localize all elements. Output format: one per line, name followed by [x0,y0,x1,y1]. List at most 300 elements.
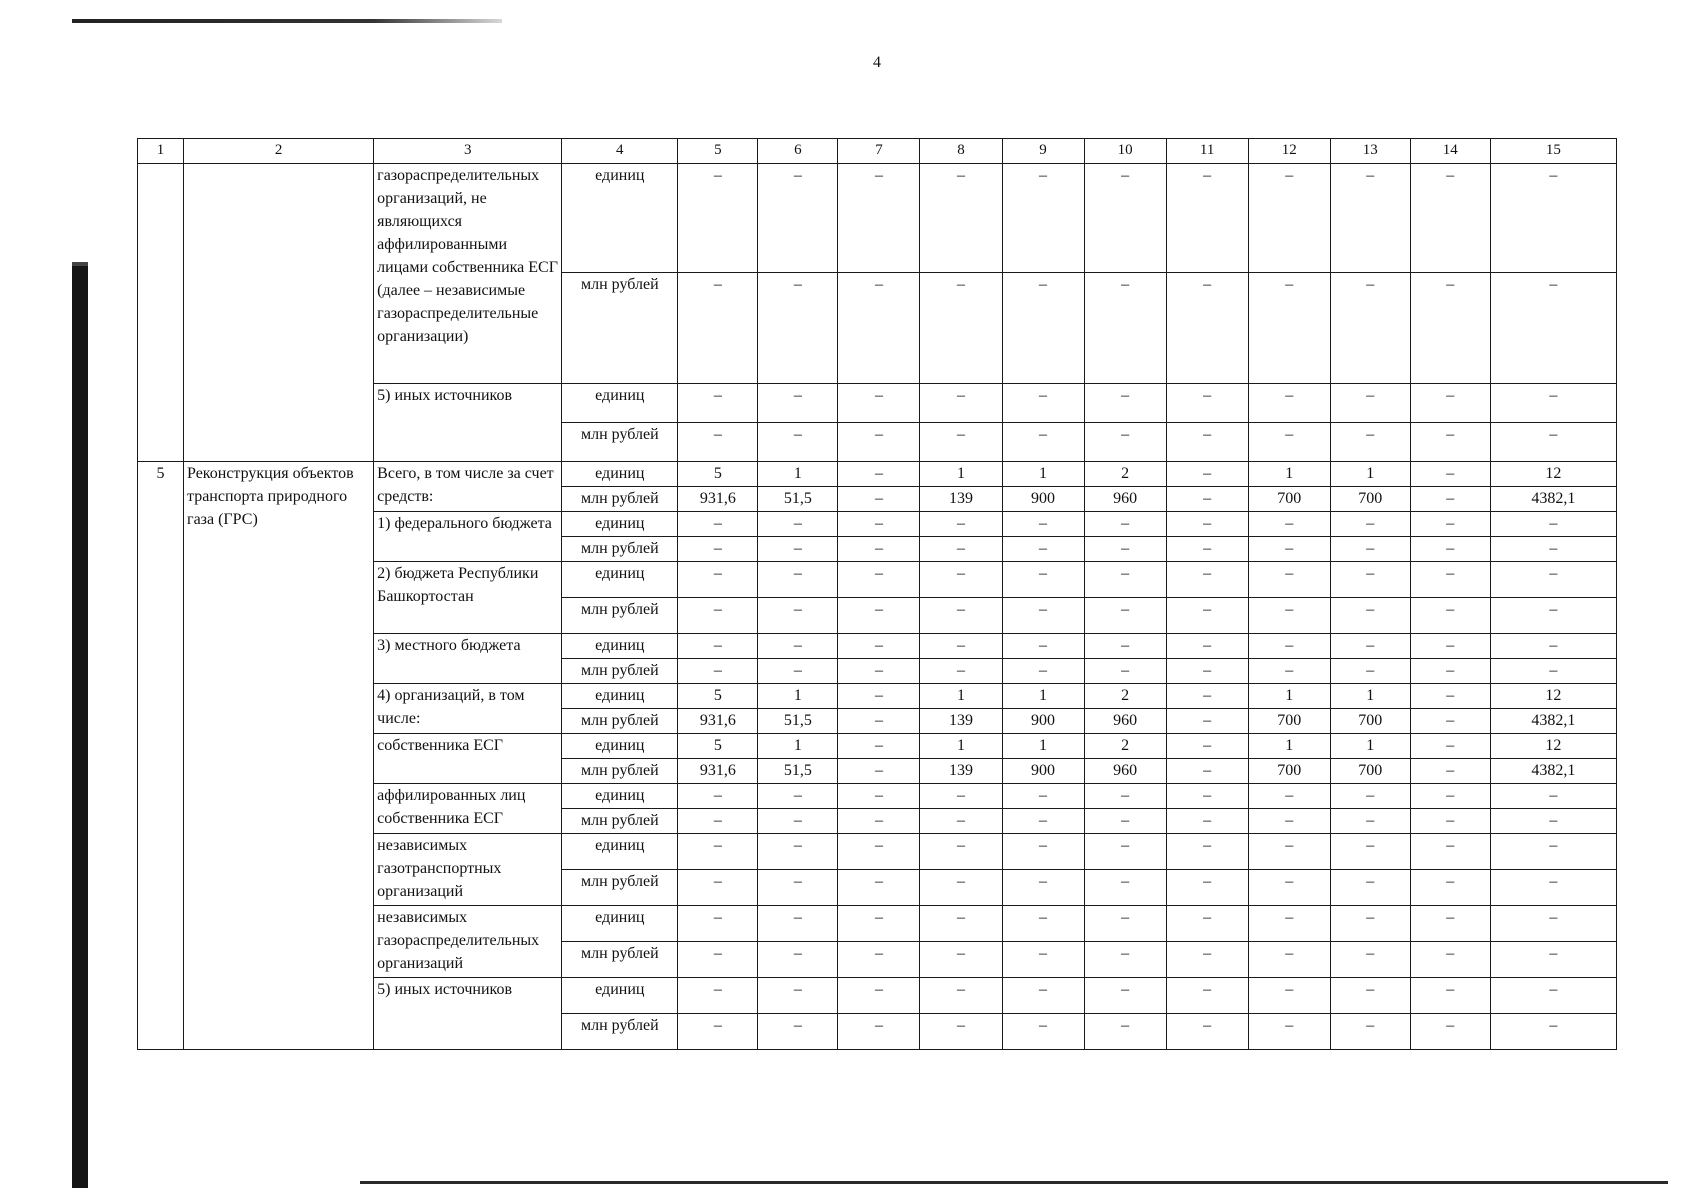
value-cell: – [1330,512,1410,537]
unit-cell: единиц [562,164,678,273]
value-cell: – [1166,273,1248,384]
value-cell: – [678,809,758,834]
value-cell: 960 [1084,709,1166,734]
value-cell: – [758,598,838,634]
value-cell: – [1166,942,1248,978]
value-cell: – [1166,978,1248,1014]
value-cell: – [758,834,838,870]
column-number-cell: 12 [1248,139,1330,164]
value-cell: – [1248,423,1330,462]
value-cell: – [1084,273,1166,384]
value-cell: – [1410,1014,1490,1050]
value-cell: – [1002,384,1084,423]
value-cell: – [920,942,1002,978]
unit-cell: единиц [562,684,678,709]
unit-cell: млн рублей [562,942,678,978]
column-number-cell: 14 [1410,139,1490,164]
value-cell: – [838,462,920,487]
column-number-cell: 2 [184,139,374,164]
value-cell: – [1084,870,1166,906]
value-cell: – [1490,562,1616,598]
value-cell: – [838,537,920,562]
value-cell: – [838,164,920,273]
value-cell: 1 [920,462,1002,487]
value-cell: – [838,834,920,870]
value-cell: – [1490,634,1616,659]
value-cell: – [1166,537,1248,562]
value-cell: – [758,164,838,273]
investment-table [137,138,1617,1050]
value-cell: – [1166,164,1248,273]
value-cell: – [758,273,838,384]
value-cell: – [1248,870,1330,906]
table-row [138,462,1617,487]
value-cell: – [838,978,920,1014]
value-cell: 700 [1330,487,1410,512]
value-cell: 5 [678,734,758,759]
value-cell: – [758,423,838,462]
value-cell: – [1084,423,1166,462]
value-cell: – [678,634,758,659]
value-cell: 1 [1002,684,1084,709]
item-number-cell: 5 [138,462,184,1050]
value-cell: 960 [1084,759,1166,784]
value-cell: – [838,634,920,659]
unit-cell: единиц [562,384,678,423]
value-cell: – [1248,834,1330,870]
value-cell: – [1248,164,1330,273]
column-number-cell: 7 [838,139,920,164]
value-cell: – [920,809,1002,834]
value-cell: – [1166,659,1248,684]
value-cell: – [838,512,920,537]
value-cell: – [1002,978,1084,1014]
value-cell: – [1166,1014,1248,1050]
table-row [138,164,1617,273]
value-cell: – [1410,684,1490,709]
value-cell: – [678,1014,758,1050]
scan-edge-bar-left [72,262,88,1188]
column-number-cell: 11 [1166,139,1248,164]
value-cell: – [1166,462,1248,487]
unit-cell: единиц [562,978,678,1014]
value-cell: 139 [920,487,1002,512]
value-cell: – [1248,942,1330,978]
value-cell: – [1002,906,1084,942]
unit-cell: единиц [562,462,678,487]
value-cell: 1 [758,734,838,759]
value-cell: – [1490,659,1616,684]
value-cell: – [1330,423,1410,462]
value-cell: – [678,870,758,906]
value-cell: 900 [1002,487,1084,512]
value-cell: – [1248,273,1330,384]
value-cell: – [678,659,758,684]
value-cell: 139 [920,759,1002,784]
value-cell: – [1410,487,1490,512]
value-cell: – [1330,809,1410,834]
value-cell: 1 [1248,684,1330,709]
value-cell: – [1002,1014,1084,1050]
value-cell: – [1084,809,1166,834]
value-cell: 900 [1002,759,1084,784]
value-cell: 12 [1490,684,1616,709]
value-cell: 931,6 [678,759,758,784]
value-cell: – [1084,512,1166,537]
value-cell: – [920,870,1002,906]
value-cell: – [838,384,920,423]
value-cell: – [1490,809,1616,834]
value-cell: – [1330,273,1410,384]
value-cell: – [1248,978,1330,1014]
value-cell: – [1490,273,1616,384]
value-cell: – [838,273,920,384]
value-cell: – [1410,273,1490,384]
value-cell: – [758,978,838,1014]
value-cell: – [1166,487,1248,512]
value-cell: – [1410,384,1490,423]
value-cell: – [920,598,1002,634]
source-cell: собственника ЕСГ [374,734,562,784]
value-cell: 2 [1084,684,1166,709]
value-cell: – [1002,870,1084,906]
value-cell: – [678,598,758,634]
value-cell: – [1490,512,1616,537]
value-cell: – [838,942,920,978]
value-cell: – [1248,562,1330,598]
value-cell: – [1490,870,1616,906]
value-cell: – [678,273,758,384]
unit-cell: млн рублей [562,273,678,384]
value-cell: 700 [1248,759,1330,784]
value-cell: – [920,537,1002,562]
value-cell: – [1248,1014,1330,1050]
value-cell: – [1248,784,1330,809]
column-number-cell: 6 [758,139,838,164]
value-cell: 5 [678,462,758,487]
source-cell: 2) бюджета Республики Башкортостан [374,562,562,634]
value-cell: – [838,684,920,709]
column-number-cell: 15 [1490,139,1616,164]
unit-cell: млн рублей [562,759,678,784]
value-cell: – [1490,598,1616,634]
value-cell: – [920,634,1002,659]
value-cell: – [1490,784,1616,809]
value-cell: 12 [1490,734,1616,759]
column-number-row [138,139,1617,164]
value-cell: – [1410,784,1490,809]
value-cell: – [838,734,920,759]
value-cell: 960 [1084,487,1166,512]
value-cell: – [1410,598,1490,634]
value-cell: 700 [1248,709,1330,734]
value-cell: 5 [678,684,758,709]
value-cell: – [1410,906,1490,942]
source-cell: 5) иных источников [374,978,562,1050]
value-cell: – [1002,784,1084,809]
source-cell: Всего, в том числе за счет средств: [374,462,562,512]
value-cell: 1 [758,462,838,487]
value-cell: – [1410,512,1490,537]
value-cell: 1 [920,684,1002,709]
value-cell: – [1410,759,1490,784]
value-cell: – [1002,834,1084,870]
value-cell: – [758,634,838,659]
column-number-cell: 13 [1330,139,1410,164]
scan-edge-mark [72,262,88,266]
value-cell: 931,6 [678,487,758,512]
value-cell: – [838,906,920,942]
value-cell: – [1084,834,1166,870]
unit-cell: единиц [562,734,678,759]
value-cell: – [920,423,1002,462]
value-cell: – [1410,164,1490,273]
value-cell: – [678,562,758,598]
value-cell: – [1166,784,1248,809]
value-cell: – [1410,634,1490,659]
value-cell: – [838,759,920,784]
value-cell: 51,5 [758,709,838,734]
source-cell: аффилированных лиц собственника ЕСГ [374,784,562,834]
value-cell: – [1410,709,1490,734]
value-cell: – [1410,942,1490,978]
value-cell: – [838,423,920,462]
value-cell: – [758,659,838,684]
source-cell: 1) федерального бюджета [374,512,562,562]
value-cell: 2 [1084,462,1166,487]
value-cell: – [1166,684,1248,709]
value-cell: – [1084,562,1166,598]
value-cell: 4382,1 [1490,709,1616,734]
value-cell: – [678,978,758,1014]
value-cell: – [1166,906,1248,942]
value-cell: – [1166,834,1248,870]
value-cell: – [758,384,838,423]
value-cell: – [838,870,920,906]
unit-cell: единиц [562,784,678,809]
value-cell: – [678,906,758,942]
value-cell: – [1084,1014,1166,1050]
value-cell: – [920,512,1002,537]
value-cell: 1 [920,734,1002,759]
value-cell: – [1330,870,1410,906]
value-cell: – [1410,870,1490,906]
column-number-cell: 4 [562,139,678,164]
unit-cell: млн рублей [562,659,678,684]
value-cell: – [838,809,920,834]
value-cell: – [1490,164,1616,273]
value-cell: 1 [1330,462,1410,487]
value-cell: – [920,1014,1002,1050]
item-name-cell [184,164,374,462]
value-cell: – [838,784,920,809]
value-cell: – [1248,598,1330,634]
value-cell: 1 [1330,684,1410,709]
value-cell: 1 [1248,734,1330,759]
value-cell: – [1330,164,1410,273]
unit-cell: млн рублей [562,870,678,906]
value-cell: – [1490,1014,1616,1050]
value-cell: – [758,942,838,978]
value-cell: – [678,784,758,809]
unit-cell: млн рублей [562,537,678,562]
value-cell: – [758,512,838,537]
value-cell: – [758,562,838,598]
value-cell: – [1248,512,1330,537]
value-cell: – [1166,423,1248,462]
value-cell: – [1410,978,1490,1014]
column-number-cell: 5 [678,139,758,164]
value-cell: – [1490,384,1616,423]
value-cell: – [678,423,758,462]
value-cell: – [1166,734,1248,759]
value-cell: – [920,384,1002,423]
value-cell: – [1166,709,1248,734]
value-cell: 4382,1 [1490,487,1616,512]
value-cell: 700 [1248,487,1330,512]
unit-cell: млн рублей [562,809,678,834]
item-number-cell [138,164,184,462]
value-cell: – [920,834,1002,870]
value-cell: – [1410,659,1490,684]
value-cell: – [1330,562,1410,598]
source-cell: газораспределительных организаций, не являющихся аффилированными лицами собственника ЕСГ (далее – независимые газораспределительные организации) [374,164,562,384]
unit-cell: единиц [562,634,678,659]
value-cell: – [1248,809,1330,834]
item-name-cell: Реконструкция объектов транспорта природного газа (ГРС) [184,462,374,1050]
value-cell: – [678,942,758,978]
value-cell: – [1084,164,1166,273]
value-cell: – [1410,537,1490,562]
value-cell: – [838,659,920,684]
unit-cell: млн рублей [562,487,678,512]
value-cell: – [920,978,1002,1014]
value-cell: – [1330,384,1410,423]
value-cell: – [1084,384,1166,423]
value-cell: – [1330,634,1410,659]
value-cell: – [1002,423,1084,462]
column-number-cell: 3 [374,139,562,164]
value-cell: – [1490,978,1616,1014]
value-cell: – [1002,942,1084,978]
value-cell: – [1248,906,1330,942]
unit-cell: единиц [562,562,678,598]
page-number: 4 [873,54,881,71]
value-cell: – [1410,462,1490,487]
value-cell: – [1084,598,1166,634]
value-cell: 4382,1 [1490,759,1616,784]
source-cell: 3) местного бюджета [374,634,562,684]
value-cell: – [1002,809,1084,834]
value-cell: – [758,906,838,942]
value-cell: – [678,512,758,537]
value-cell: – [1410,423,1490,462]
value-cell: – [758,537,838,562]
value-cell: 51,5 [758,759,838,784]
value-cell: 931,6 [678,709,758,734]
value-cell: – [1002,634,1084,659]
value-cell: – [1410,734,1490,759]
column-number-cell: 9 [1002,139,1084,164]
value-cell: – [1002,164,1084,273]
value-cell: – [1330,942,1410,978]
scan-edge-line-bottom [360,1181,1668,1184]
unit-cell: млн рублей [562,1014,678,1050]
value-cell: – [1166,809,1248,834]
value-cell: – [1166,870,1248,906]
value-cell: – [1084,906,1166,942]
value-cell: – [1166,598,1248,634]
value-cell: – [1248,537,1330,562]
column-number-cell: 10 [1084,139,1166,164]
value-cell: – [678,164,758,273]
value-cell: – [1002,598,1084,634]
value-cell: – [838,709,920,734]
value-cell: 700 [1330,709,1410,734]
source-cell: независимых газораспределительных организаций [374,906,562,978]
unit-cell: единиц [562,834,678,870]
value-cell: – [1248,659,1330,684]
value-cell: – [838,562,920,598]
value-cell: – [1330,659,1410,684]
value-cell: – [1410,809,1490,834]
value-cell: 139 [920,709,1002,734]
value-cell: – [838,598,920,634]
value-cell: – [1166,759,1248,784]
value-cell: – [678,537,758,562]
value-cell: – [1490,423,1616,462]
value-cell: – [920,164,1002,273]
value-cell: – [1330,834,1410,870]
value-cell: – [1330,906,1410,942]
value-cell: 1 [1330,734,1410,759]
value-cell: – [1084,634,1166,659]
value-cell: – [758,1014,838,1050]
value-cell: – [1248,384,1330,423]
value-cell: – [758,784,838,809]
value-cell: – [1330,1014,1410,1050]
value-cell: – [920,659,1002,684]
value-cell: – [1330,537,1410,562]
value-cell: – [1084,537,1166,562]
value-cell: 1 [1248,462,1330,487]
value-cell: – [1084,659,1166,684]
value-cell: – [1166,512,1248,537]
value-cell: – [758,809,838,834]
value-cell: – [678,384,758,423]
unit-cell: единиц [562,512,678,537]
unit-cell: единиц [562,906,678,942]
value-cell: – [920,562,1002,598]
value-cell: 1 [758,684,838,709]
value-cell: – [920,784,1002,809]
value-cell: – [1002,659,1084,684]
value-cell: – [1490,942,1616,978]
source-cell: 5) иных источников [374,384,562,462]
value-cell: – [1002,562,1084,598]
value-cell: – [1166,634,1248,659]
value-cell: – [838,487,920,512]
value-cell: 1 [1002,462,1084,487]
value-cell: – [1490,906,1616,942]
scan-edge-line-top [72,19,502,23]
value-cell: – [758,870,838,906]
value-cell: – [1490,537,1616,562]
unit-cell: млн рублей [562,423,678,462]
value-cell: 12 [1490,462,1616,487]
value-cell: – [1084,978,1166,1014]
value-cell: – [1002,512,1084,537]
